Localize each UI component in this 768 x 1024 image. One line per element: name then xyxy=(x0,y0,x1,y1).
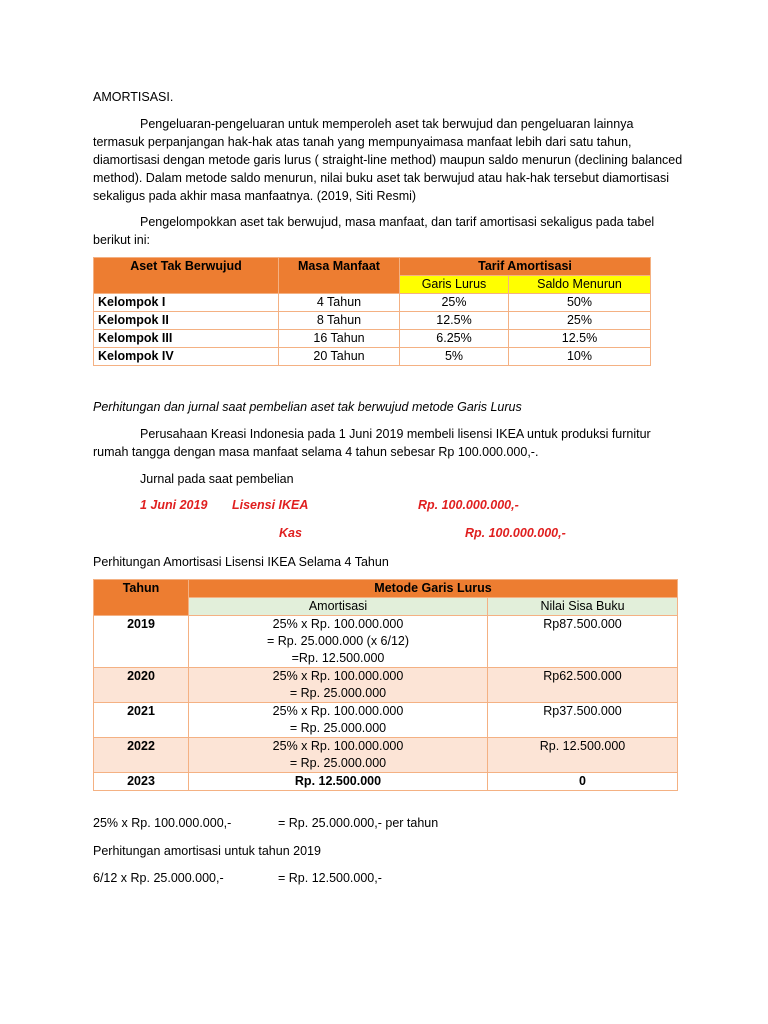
garis-cell: 5% xyxy=(400,348,509,366)
table-row xyxy=(94,616,678,668)
calc-2019-right: = Rp. 12.500.000,- xyxy=(278,871,382,885)
calc-annual-left: 25% x Rp. 100.000.000,- xyxy=(93,816,232,830)
table-header-row xyxy=(94,580,678,598)
table-row xyxy=(94,738,678,773)
header-metode: Metode Garis Lurus xyxy=(189,580,678,598)
amortisasi-line: 25% x Rp. 100.000.000 xyxy=(272,704,404,718)
jurnal-credit-amount: Rp. 100.000.000,- xyxy=(465,526,566,540)
header-amortisasi: Amortisasi xyxy=(189,598,488,616)
header-saldo-menurun: Saldo Menurun xyxy=(509,276,651,294)
calc-2019-left: 6/12 x Rp. 25.000.000,- xyxy=(93,871,224,885)
saldo-cell: 25% xyxy=(509,312,651,330)
table-row xyxy=(94,312,651,330)
table-row xyxy=(94,668,678,703)
header-nilai-sisa-buku: Nilai Sisa Buku xyxy=(488,598,678,616)
tahun-cell: 2019 xyxy=(94,616,189,668)
table-row xyxy=(94,348,651,366)
nilai-cell: Rp62.500.000 xyxy=(488,668,678,703)
nilai-cell: Rp87.500.000 xyxy=(488,616,678,668)
amortisasi-line: 25% x Rp. 100.000.000 xyxy=(272,617,404,631)
table-row xyxy=(94,773,678,791)
amortisasi-line: 25% x Rp. 100.000.000 xyxy=(272,669,404,683)
garis-cell: 12.5% xyxy=(400,312,509,330)
tahun-cell: 2022 xyxy=(94,738,189,773)
saldo-cell: 10% xyxy=(509,348,651,366)
amortisasi-line: = Rp. 25.000.000 xyxy=(289,686,387,700)
jurnal-label: Jurnal pada saat pembelian xyxy=(140,472,294,486)
saldo-cell: 12.5% xyxy=(509,330,651,348)
garis-cell: 25% xyxy=(400,294,509,312)
header-aset: Aset Tak Berwujud xyxy=(94,258,279,294)
amortisasi-table xyxy=(93,579,678,791)
amortisasi-line: = Rp. 25.000.000 (x 6/12) xyxy=(266,634,410,648)
amortisasi-cell xyxy=(189,668,488,703)
section-heading-2019: Perhitungan amortisasi untuk tahun 2019 xyxy=(93,844,321,858)
amortisasi-cell xyxy=(189,738,488,773)
section-heading-garis-lurus: Perhitungan dan jurnal saat pembelian aset tak berwujud metode Garis Lurus xyxy=(93,400,522,414)
amortisasi-line: = Rp. 25.000.000 xyxy=(289,756,387,770)
nilai-cell: 0 xyxy=(488,773,678,791)
jurnal-debit-account: Lisensi IKEA xyxy=(232,498,309,512)
masa-cell: 8 Tahun xyxy=(279,312,400,330)
calc-annual-right: = Rp. 25.000.000,- per tahun xyxy=(278,816,439,830)
header-masa: Masa Manfaat xyxy=(279,258,400,294)
masa-cell: 20 Tahun xyxy=(279,348,400,366)
garis-cell: 6.25% xyxy=(400,330,509,348)
kelompok-cell: Kelompok III xyxy=(94,330,279,348)
jurnal-date: 1 Juni 2019 xyxy=(140,498,208,512)
jurnal-credit-account: Kas xyxy=(279,526,302,540)
table-row xyxy=(94,703,678,738)
table-intro-paragraph: Pengelompokkan aset tak berwujud, masa manfaat, dan tarif amortisasi sekaligus pada tabel berikut ini: xyxy=(93,215,655,247)
amortisasi-line: 25% x Rp. 100.000.000 xyxy=(272,739,404,753)
kelompok-cell: Kelompok I xyxy=(94,294,279,312)
tahun-cell: 2021 xyxy=(94,703,189,738)
saldo-cell: 50% xyxy=(509,294,651,312)
amortisasi-cell xyxy=(189,616,488,668)
amortisasi-line: = Rp. 25.000.000 xyxy=(289,721,387,735)
tahun-cell: 2020 xyxy=(94,668,189,703)
table-header-row xyxy=(94,258,651,276)
case-paragraph: Perusahaan Kreasi Indonesia pada 1 Juni 2019 membeli lisensi IKEA untuk produksi furnitur rumah tangga dengan masa manfaat selama 4 tahun sebesar Rp 100.000.000,-. xyxy=(93,427,651,459)
tarif-amortisasi-table xyxy=(93,257,651,366)
document-title: AMORTISASI. xyxy=(93,90,174,104)
table-row xyxy=(94,294,651,312)
tahun-cell: 2023 xyxy=(94,773,189,791)
amortisasi-cell: Rp. 12.500.000 xyxy=(189,773,488,791)
intro-paragraph: Pengeluaran-pengeluaran untuk memperoleh aset tak berwujud dan pengeluaran lainnya termasuk perpanjangan hak-hak atas tanah yang mempunyaimasa manfaat lebih dari satu tahun, diamortisasi dengan metode garis lurus ( straight-line method) maupun saldo menurun (declining balanced method). Dalam metode saldo menurun, nilai buku aset tak berwujud atau hak-hak tersebut diamortisasi sekaligus pada akhir masa manfaatnya. (2019, Siti Resmi) xyxy=(93,117,683,203)
header-garis-lurus: Garis Lurus xyxy=(400,276,509,294)
amortisasi-cell xyxy=(189,703,488,738)
kelompok-cell: Kelompok IV xyxy=(94,348,279,366)
nilai-cell: Rp37.500.000 xyxy=(488,703,678,738)
kelompok-cell: Kelompok II xyxy=(94,312,279,330)
header-tahun: Tahun xyxy=(94,580,189,616)
header-tarif: Tarif Amortisasi xyxy=(400,258,651,276)
masa-cell: 4 Tahun xyxy=(279,294,400,312)
amortisasi-line: =Rp. 12.500.000 xyxy=(291,651,385,665)
masa-cell: 16 Tahun xyxy=(279,330,400,348)
table-row xyxy=(94,330,651,348)
nilai-cell: Rp. 12.500.000 xyxy=(488,738,678,773)
section-heading-amortisasi: Perhitungan Amortisasi Lisensi IKEA Selama 4 Tahun xyxy=(93,555,389,569)
jurnal-debit-amount: Rp. 100.000.000,- xyxy=(418,498,519,512)
